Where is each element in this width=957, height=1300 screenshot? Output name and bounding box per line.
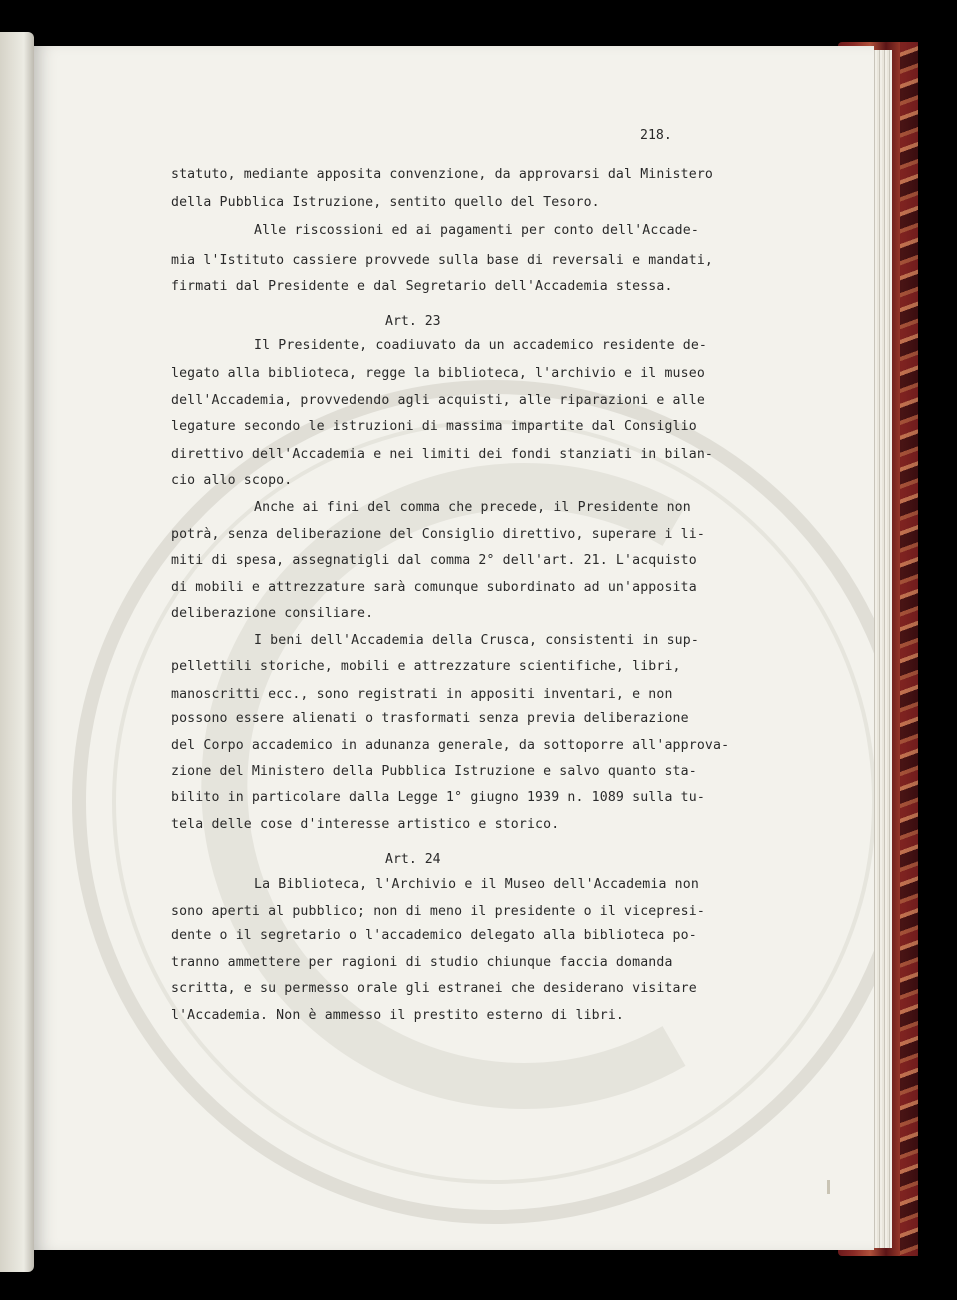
- text-line: statuto, mediante apposita convenzione, da approvarsi dal Ministero: [171, 167, 713, 182]
- text-line: pellettili storiche, mobili e attrezzature scientifiche, libri,: [171, 659, 681, 674]
- text-line: l'Accademia. Non è ammesso il prestito esterno di libri.: [171, 1008, 625, 1023]
- text-line: manoscritti ecc., sono registrati in appositi inventari, e non: [171, 687, 673, 702]
- text-line: cio allo scopo.: [171, 473, 293, 488]
- text-line: I beni dell'Accademia della Crusca, consistenti in sup-: [254, 633, 699, 648]
- page-mark: [827, 1180, 830, 1194]
- text-line: tela delle cose d'interesse artistico e storico.: [171, 817, 560, 832]
- text-line: bilito in particolare dalla Legge 1° giugno 1939 n. 1089 sulla tu-: [171, 790, 705, 805]
- left-page-edge: [0, 32, 34, 1272]
- text-line: direttivo dell'Accademia e nei limiti dei fondi stanziati in bilan-: [171, 447, 713, 462]
- text-line: miti di spesa, assegnatigli dal comma 2° dell'art. 21. L'acquisto: [171, 553, 697, 568]
- text-line: firmati dal Presidente e dal Segretario dell'Accademia stessa.: [171, 279, 673, 294]
- text-line: legato alla biblioteca, regge la biblioteca, l'archivio e il museo: [171, 366, 705, 381]
- text-line: Anche ai fini del comma che precede, il Presidente non: [254, 500, 691, 515]
- text-line: dente o il segretario o l'accademico delegato alla biblioteca po-: [171, 928, 697, 943]
- text-line: scritta, e su permesso orale gli estranei che desiderano visitare: [171, 981, 697, 996]
- text-line: tranno ammettere per ragioni di studio chiunque faccia domanda: [171, 955, 673, 970]
- text-line: mia l'Istituto cassiere provvede sulla base di reversali e mandati,: [171, 253, 713, 268]
- text-line: possono essere alienati o trasformati senza previa deliberazione: [171, 711, 689, 726]
- text-line: La Biblioteca, l'Archivio e il Museo dell'Accademia non: [254, 877, 699, 892]
- article-heading: Art. 24: [385, 852, 441, 867]
- text-line: dell'Accademia, provvedendo agli acquisti, alle riparazioni e alle: [171, 393, 705, 408]
- text-line: del Corpo accademico in adunanza generale, da sottoporre all'approva-: [171, 738, 730, 753]
- text-line: potrà, senza deliberazione del Consiglio direttivo, superare i li-: [171, 527, 705, 542]
- text-line: zione del Ministero della Pubblica Istruzione e salvo quanto sta-: [171, 764, 697, 779]
- text-line: Il Presidente, coadiuvato da un accademico residente de-: [254, 338, 708, 353]
- text-line: sono aperti al pubblico; non di meno il presidente o il vicepresi-: [171, 904, 705, 919]
- page-number: 218.: [640, 128, 672, 143]
- text-line: legature secondo le istruzioni di massima impartite dal Consiglio: [171, 419, 697, 434]
- text-line: della Pubblica Istruzione, sentito quello del Tesoro.: [171, 195, 600, 210]
- text-line: Alle riscossioni ed ai pagamenti per conto dell'Accade-: [254, 223, 699, 238]
- text-line: deliberazione consiliare.: [171, 606, 374, 621]
- text-line: di mobili e attrezzature sarà comunque subordinato ad un'apposita: [171, 580, 697, 595]
- article-heading: Art. 23: [385, 314, 441, 329]
- marbled-cover-edge: [900, 42, 918, 1256]
